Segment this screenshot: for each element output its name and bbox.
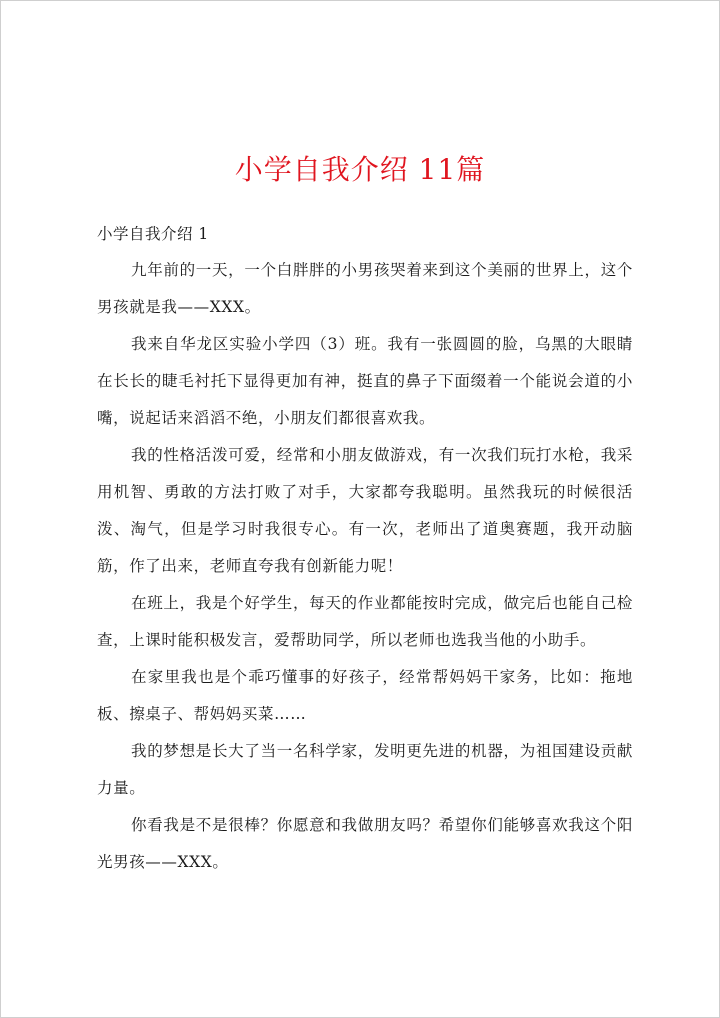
paragraph-2: 我来自华龙区实验小学四（3）班。我有一张圆圆的脸，乌黑的大眼睛在长长的睫毛衬托下显得更加有神，挺直的鼻子下面缀着一个能说会道的小嘴，说起话来滔滔不绝，小朋友们都很喜欢我。	[97, 335, 633, 427]
section-heading: 小学自我介绍 1	[97, 225, 209, 243]
paragraph-7: 你看我是不是很棒？你愿意和我做朋友吗？希望你们能够喜欢我这个阳光男孩——XXX。	[97, 816, 633, 871]
paragraph-6: 我的梦想是长大了当一名科学家，发明更先进的机器，为祖国建设贡献力量。	[97, 742, 633, 797]
document-body	[97, 216, 633, 881]
document-title: 小学自我介绍 11篇	[234, 153, 486, 186]
paragraph-5: 在家里我也是个乖巧懂事的好孩子，经常帮妈妈干家务，比如：拖地板、擦桌子、帮妈妈买菜……	[97, 668, 633, 723]
paragraph-3: 我的性格活泼可爱，经常和小朋友做游戏，有一次我们玩打水枪，我采用机智、勇敢的方法打败了对手，大家都夸我聪明。虽然我玩的时候很活泼、淘气，但是学习时我很专心。有一次，老师出了道奥赛题，我开动脑筋，作了出来，老师直夸我有创新能力呢！	[97, 446, 633, 575]
paragraph-1: 九年前的一天，一个白胖胖的小男孩哭着来到这个美丽的世界上，这个男孩就是我——XXX。	[97, 261, 633, 316]
paragraph-4: 在班上，我是个好学生，每天的作业都能按时完成，做完后也能自己检查，上课时能积极发言，爱帮助同学，所以老师也选我当他的小助手。	[97, 594, 633, 649]
